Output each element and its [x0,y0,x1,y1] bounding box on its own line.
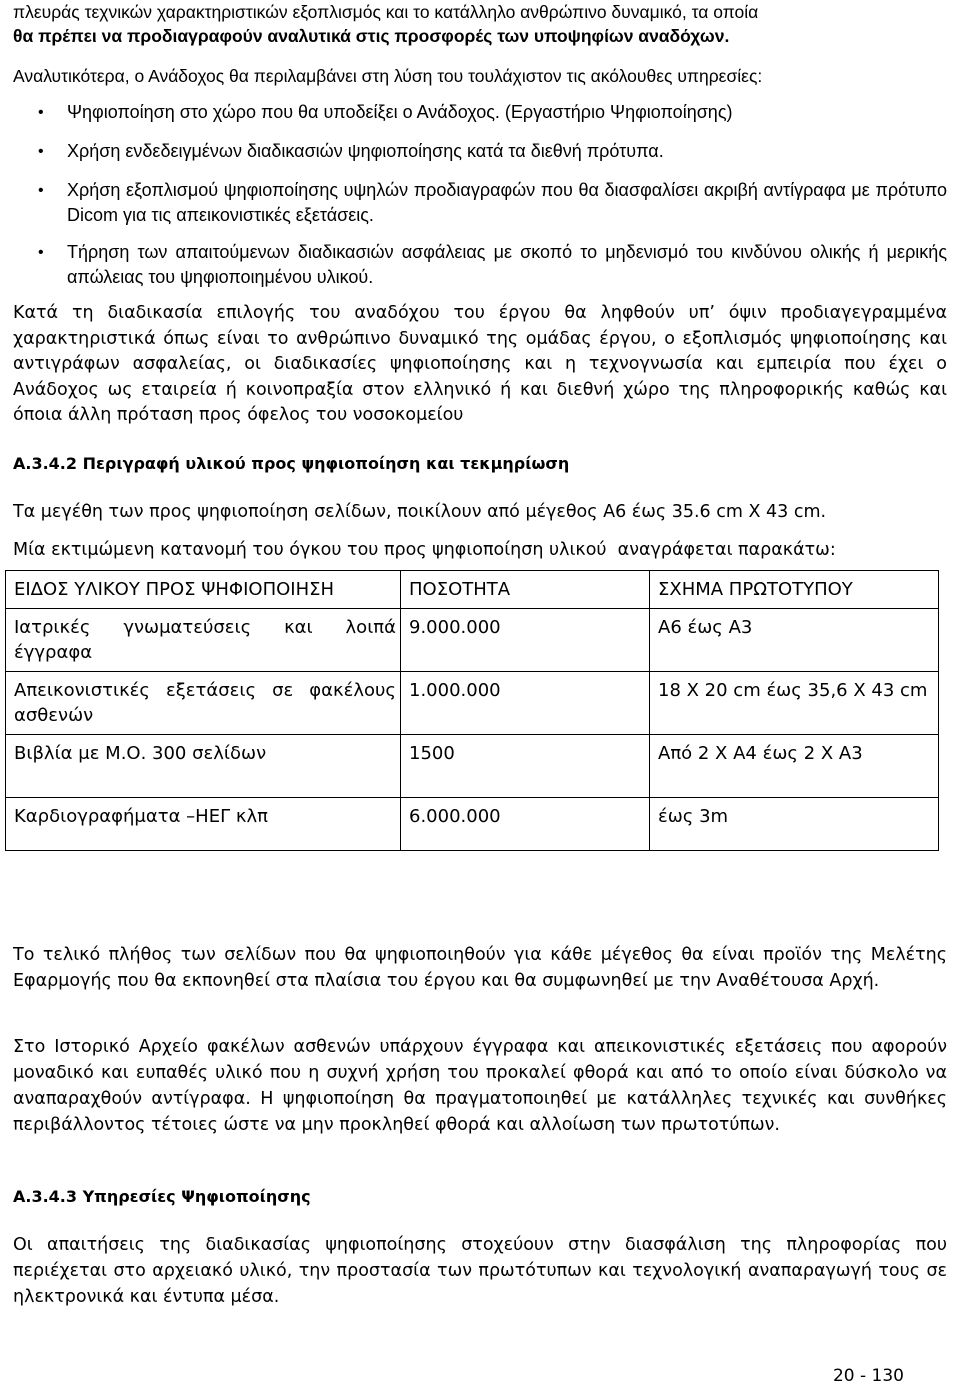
table-row [6,798,939,851]
table-row [6,609,939,672]
services-list [13,100,947,290]
table-cell: 6.000.000 [401,798,650,851]
intro-bold-line: θα πρέπει να προδιαγραφούν αναλυτικά στις προσφορές των υποψηφίων αναδόχων. [13,26,730,46]
list-item: • Χρήση ενδεδειγμένων διαδικασιών ψηφιοποίησης κατά τα διεθνή πρότυπα. [13,139,947,164]
table-cell: 1.000.000 [401,672,650,735]
list-item: • Τήρηση των απαιτούμενων διαδικασιών ασφάλειας με σκοπό το μηδενισμό του κινδύνου ολικής ή μερικής απώλειας του ψηφιοποιημένου υλικού. [38,242,947,287]
distribution-paragraph: Μία εκτιμώμενη κατανομή του όγκου του προς ψηφιοποίηση υλικού αναγράφεται παρακάτω: [13,540,836,560]
table-cell: Από 2 Χ Α4 έως 2 Χ Α3 [650,735,939,798]
table-cell: Απεικονιστικές εξετάσεις σε φακέλους ασθενών [6,672,401,735]
table-row [6,735,939,798]
bullet-icon: • [38,143,44,160]
services-intro: Αναλυτικότερα, ο Ανάδοχος θα περιλαμβάνει στη λύση του τουλάχιστον τις ακόλουθες υπηρεσίες: [13,66,763,86]
table-header-cell: ΠΟΣΟΤΗΤΑ [401,571,650,609]
list-item: • Ψηφιοποίηση στο χώρο που θα υποδείξει ο Ανάδοχος. (Εργαστήριο Ψηφιοποίησης) [13,100,947,125]
sizes-paragraph: Τα μεγέθη των προς ψηφιοποίηση σελίδων, ποικίλουν από μέγεθος Α6 έως 35.6 cm X 43 cm. [13,502,827,522]
intro-line: πλευράς τεχνικών χαρακτηριστικών εξοπλισμός και το κατάλληλο ανθρώπινο δυναμικό, τα οποία [13,2,759,22]
table-header-cell: ΣΧΗΜΑ ΠΡΩΤΟΤΥΠΟΥ [650,571,939,609]
table-cell: 9.000.000 [401,609,650,672]
table-row [6,672,939,735]
final-pages-paragraph: Το τελικό πλήθος των σελίδων που θα ψηφιοποιηθούν για κάθε μέγεθος θα είναι προϊόν της Μελέτης Εφαρμογής που θα εκπονηθεί στα πλαίσια του έργου και θα συμφωνηθεί με την Αναθέτουσα Αρχή. [13,945,947,991]
table-cell: Ιατρικές γνωματεύσεις και λοιπά έγγραφα [6,609,401,672]
table-cell: 18 Χ 20 cm έως 35,6 Χ 43 cm [650,672,939,735]
table-cell: 1500 [401,735,650,798]
table-cell: Α6 έως Α3 [650,609,939,672]
bullet-icon: • [38,182,44,199]
bullet-icon: • [38,244,44,261]
list-item: • Χρήση εξοπλισμού ψηφιοποίησης υψηλών προδιαγραφών που θα διασφαλίσει ακριβή αντίγραφα με πρότυπο Dicom για τις απεικονιστικές εξετάσεις. [38,180,947,225]
table-cell: Βιβλία με Μ.Ο. 300 σελίδων [6,735,401,798]
section-heading-343: Α.3.4.3 Υπηρεσίες Ψηφιοποίησης [13,1187,311,1206]
material-table [5,570,939,851]
table-cell: Καρδιογραφήματα –ΗΕΓ κλπ [6,798,401,851]
bullet-icon: • [38,104,44,121]
table-header-cell: ΕΙΔΟΣ ΥΛΙΚΟΥ ΠΡΟΣ ΨΗΦΙΟΠΟΙΗΣΗ [6,571,401,609]
table-cell: έως 3m [650,798,939,851]
archive-paragraph: Στο Ιστορικό Αρχείο φακέλων ασθενών υπάρχουν έγγραφα και απεικονιστικές εξετάσεις που αφορούν μοναδικό και ευπαθές υλικό που η συχνή χρήση του προκαλεί φθορά και από το οποίο είναι δύσκολο να αναπαραχθούν αντίγραφα. Η ψηφιοποίηση θα πραγματοποιηθεί με κατάλληλες τεχνικές και συνθήκες περιβάλλοντος τέτοιες ώστε να μην προκληθεί φθορά και αλλοίωση των πρωτοτύπων. [13,1037,947,1135]
table-header-row [6,571,939,609]
page-number: 20 - 130 [832,1366,904,1386]
selection-paragraph: Κατά τη διαδικασία επιλογής του αναδόχου του έργου θα ληφθούν υπ’ όψιν προδιαγεγραμμένα χαρακτηριστικά όπως είναι το ανθρώπινο δυναμικό της ομάδας έργου, ο εξοπλισμός ψηφιοποίησης και αντιγράφων ασφαλείας, οι διαδικασίες ψηφιοποίησης και η τεχνογνωσία και εμπειρία που έχει ο Ανάδοχος ως εταιρεία ή κοινοπραξία στον ελληνικό ή και διεθνή χώρο της πληροφορικής καθώς και όποια άλλη πρόταση προς όφελος του νοσοκομείου [13,303,947,425]
services-paragraph: Οι απαιτήσεις της διαδικασίας ψηφιοποίησης στοχεύουν στην διασφάλιση της πληροφορίας που περιέχεται στο αρχειακό υλικό, την προστασία των πρωτότυπων και τεχνολογική αναπαραγωγή τους σε ηλεκτρονικά και έντυπα μέσα. [13,1235,947,1307]
section-heading-342: Α.3.4.2 Περιγραφή υλικού προς ψηφιοποίηση και τεκμηρίωση [13,454,570,473]
